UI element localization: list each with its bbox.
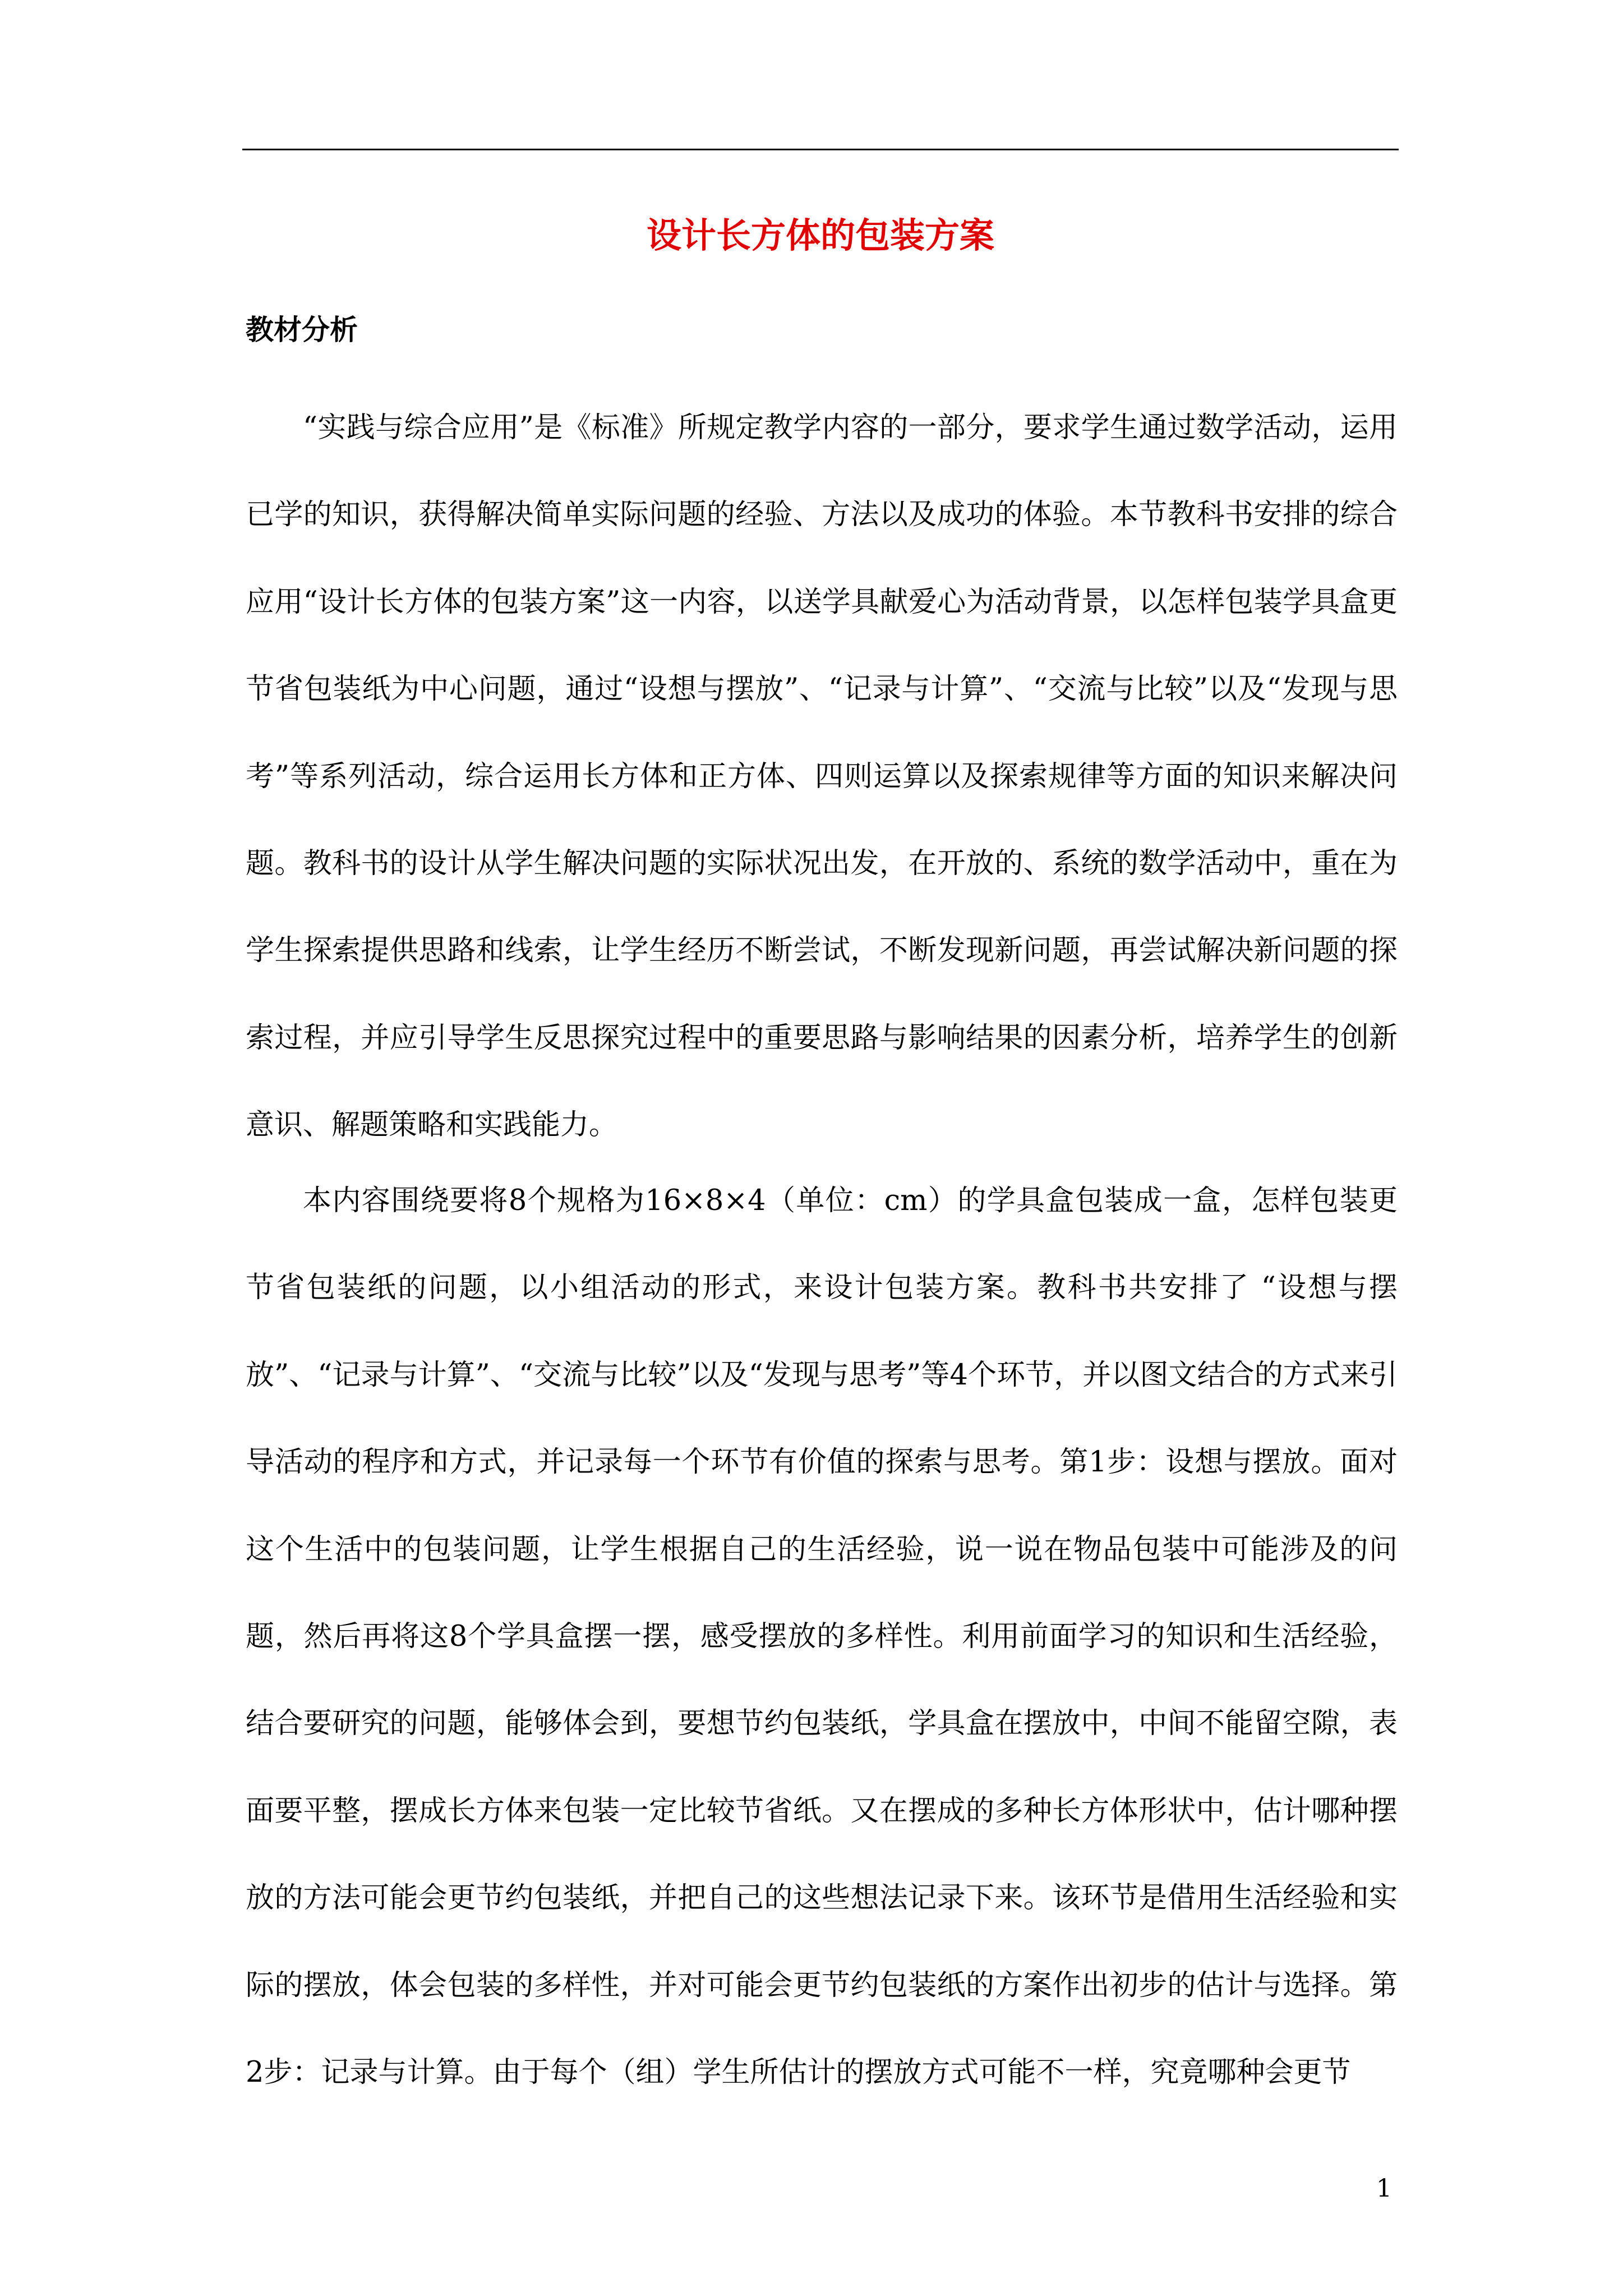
page-number: 1 — [1376, 2174, 1392, 2203]
body-paragraph-2: 本内容围绕要将8个规格为16×8×4（单位：cm）的学具盒包装成一盒，怎样包装更节省包装纸的问题，以小组活动的形式，来设计包装方案。教科书共安排了 “设想与摆放”、“记录与计算”、“交流与比较”以及“发现与思考”等4个环节，并以图文结合的方式来引导活动的程序和方式，并记录每一个环节有价值的探索与思考。第1步：设想与摆放。面对这个生活中的包装问题，让学生根据自己的生活经验，说一说在物品包装中可能涉及的问题，然后再将这8个学具盒摆一摆，感受摆放的多样性。利用前面学习的知识和生活经验，结合要研究的问题，能够体会到，要想节约包装纸，学具盒在摆放中，中间不能留空隙，表面要平整，摆成长方体来包装一定比较节省纸。又在摆成的多种长方体形状中，估计哪种摆放的方法可能会更节约包装纸，并把自己的这些想法记录下来。该环节是借用生活经验和实际的摆放，体会包装的多样性，并对可能会更节约包装纸的方案作出初步的估计与选择。第2步：记录与计算。由于每个（组）学生所估计的摆放方式可能不一样，究竟哪种会更节 — [246, 1184, 1398, 2090]
section-heading: 教材分析 — [246, 313, 358, 346]
document-title: 设计长方体的包装方案 — [646, 215, 994, 256]
body-paragraph-1: “实践与综合应用”是《标准》所规定教学内容的一部分，要求学生通过数学活动，运用已学的知识，获得解决简单实际问题的经验、方法以及成功的体验。本节教科书安排的综合应用“设计长方体的包装方案”这一内容，以送学具献爱心为活动背景，以怎样包装学具盒更节省包装纸为中心问题，通过“设想与摆放”、“记录与计算”、“交流与比较”以及“发现与思考”等系列活动，综合运用长方体和正方体、四则运算以及探索规律等方面的知识来解决问题。教科书的设计从学生解决问题的实际状况出发，在开放的、系统的数学活动中，重在为学生探索提供思路和线索，让学生经历不断尝试，不断发现新问题，再尝试解决新问题的探索过程，并应引导学生反思探究过程中的重要思路与影响结果的因素分析，培养学生的创新意识、解题策略和实践能力。 — [246, 411, 1398, 1142]
header-rule — [242, 149, 1399, 150]
